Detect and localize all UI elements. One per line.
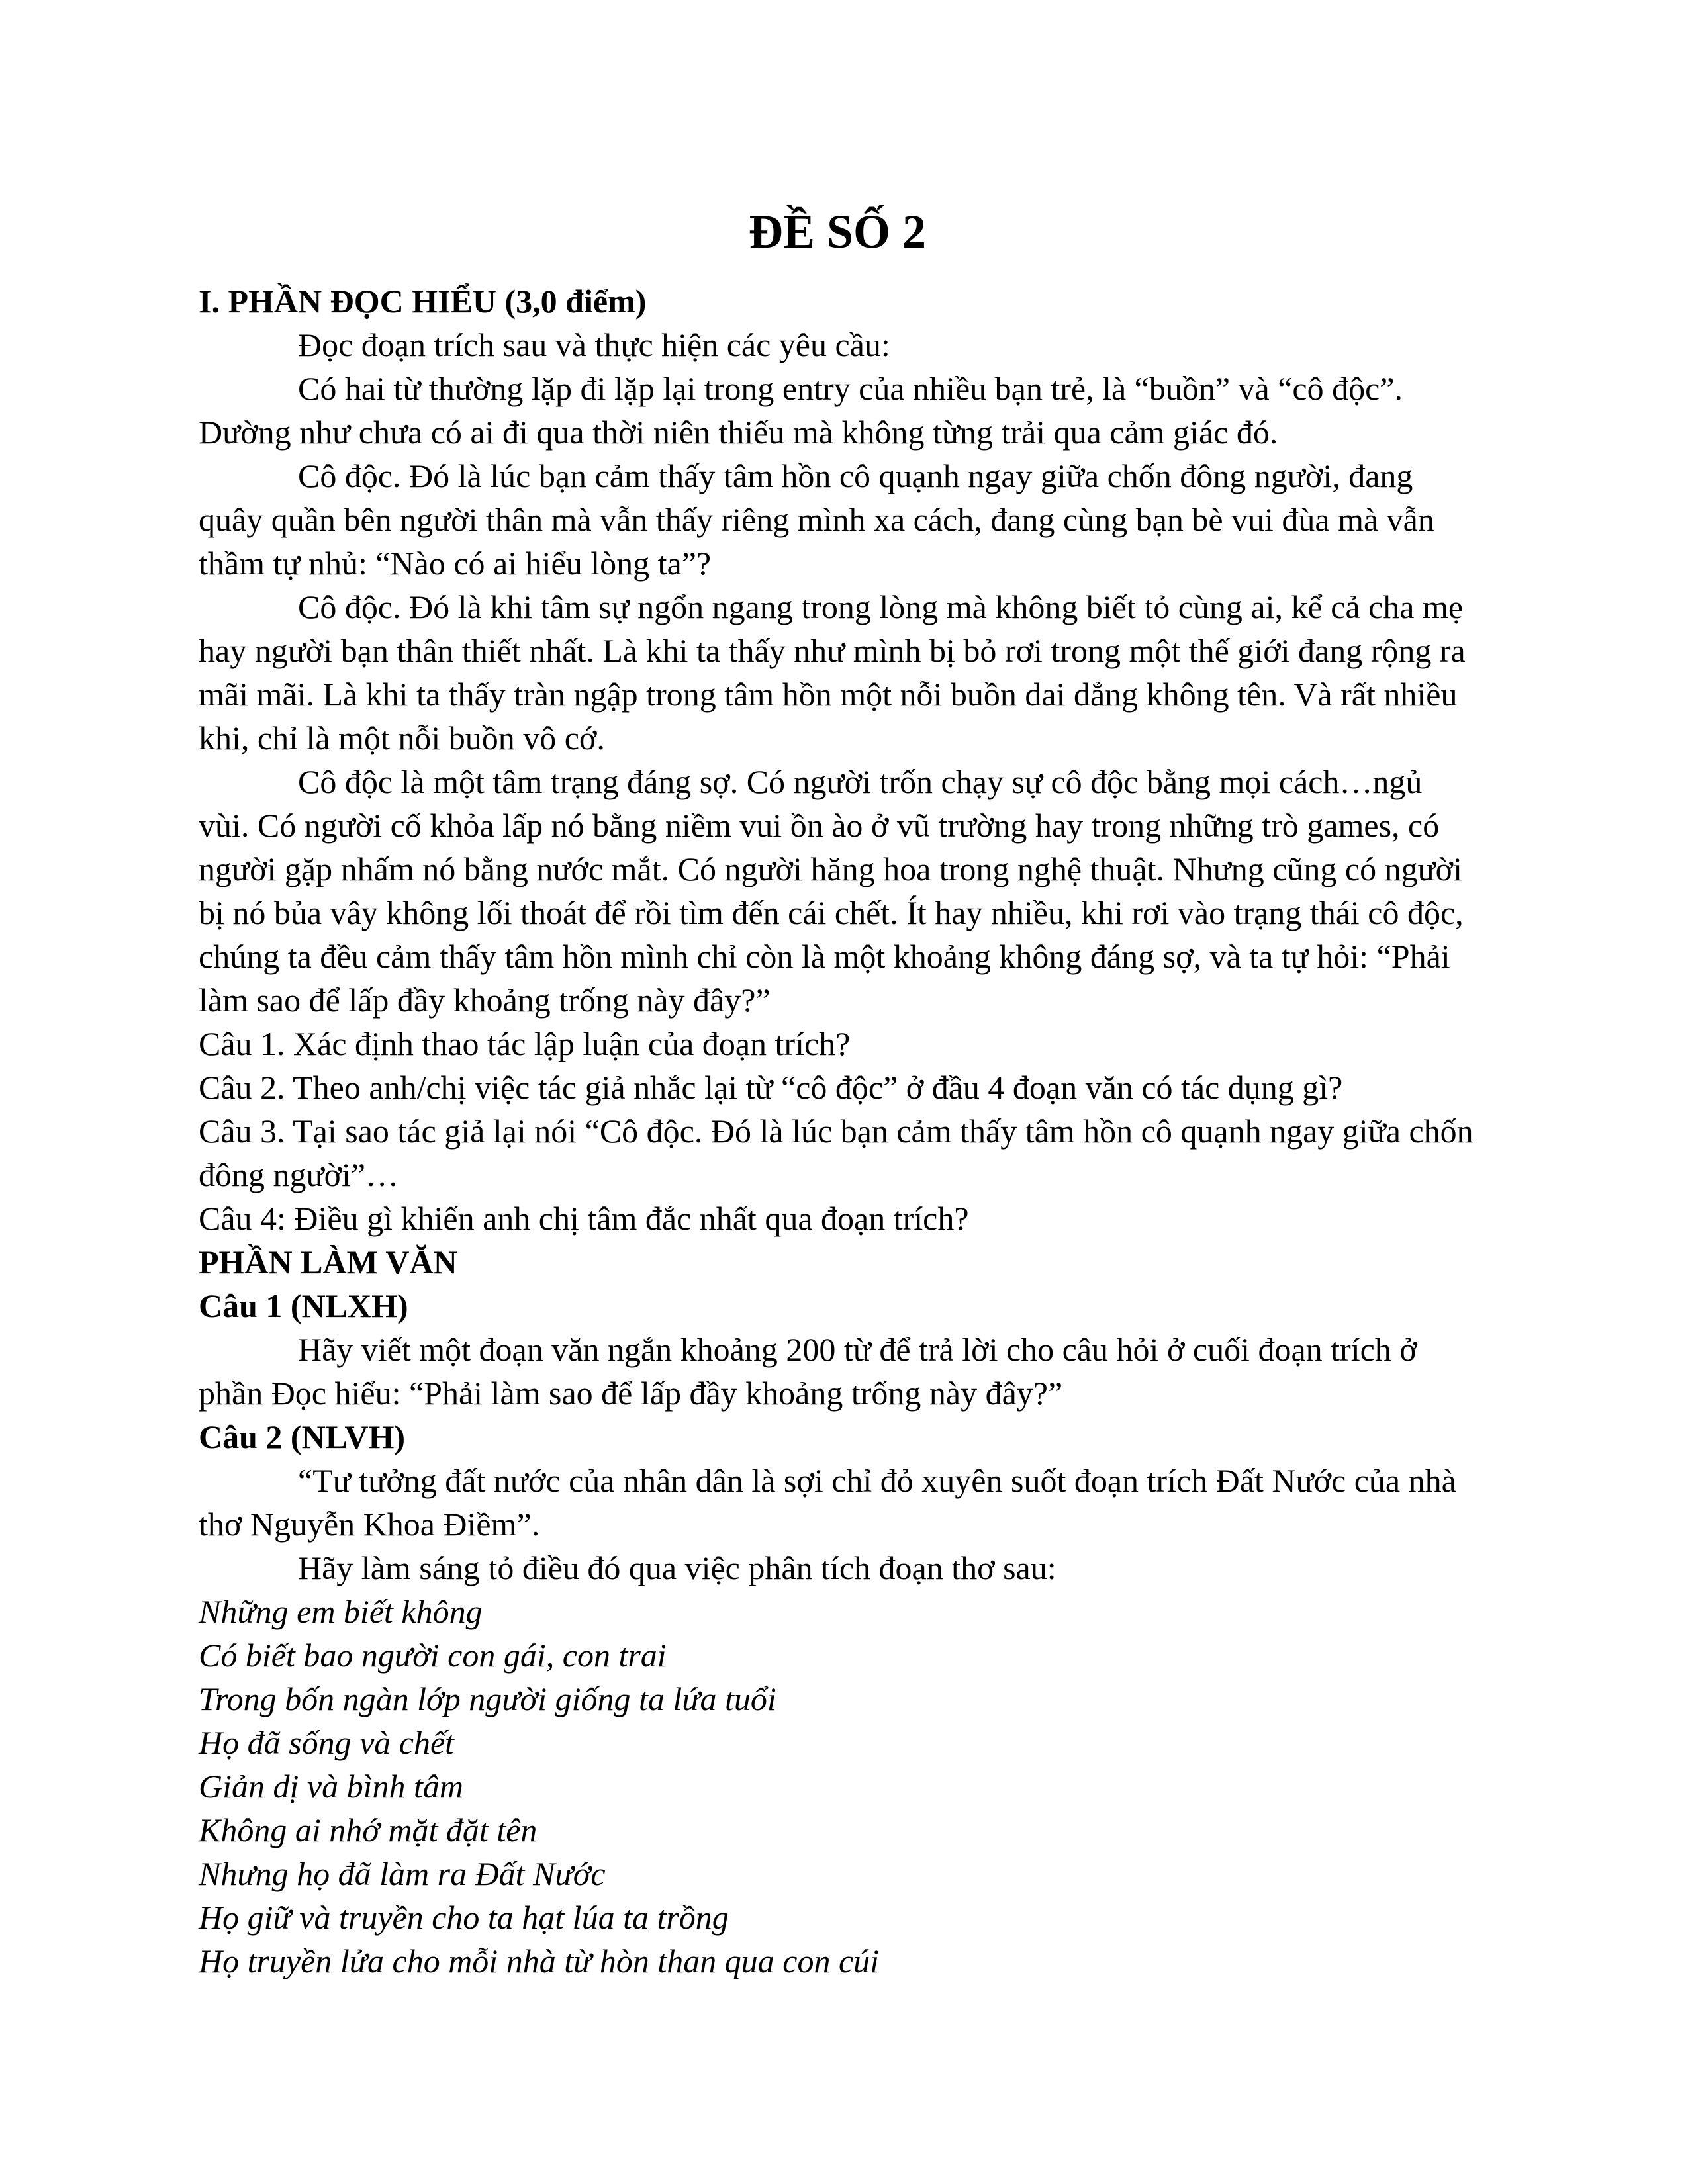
- writing-section-heading: PHẦN LÀM VĂN: [199, 1244, 457, 1281]
- poem-line: Họ truyền lửa cho mỗi nhà từ hòn than qua con cúi: [199, 1942, 880, 1979]
- poem-line: Trong bốn ngàn lớp người giống ta lứa tuổi: [199, 1680, 776, 1717]
- passage-paragraph-3: Cô độc. Đó là khi tâm sự ngổn ngang trong lòng mà không biết tỏ cùng ai, kể cả cha mẹ hay người bạn thân thiết nhất. Là khi ta thấy như mình bị bỏ rơi trong một thế giới đang rộng ra mãi mãi. Là khi ta thấy tràn ngập trong tâm hồn một nỗi buồn dai dẳng không tên. Và rất nhiều khi, chỉ là một nỗi buồn vô cớ.: [199, 588, 1466, 756]
- poem-excerpt: [199, 1590, 1476, 1983]
- poem-line: Không ai nhớ mặt đặt tên: [199, 1811, 538, 1848]
- essay-2-heading: Câu 2 (NLVH): [199, 1418, 406, 1455]
- essay-1-prompt: Hãy viết một đoạn văn ngắn khoảng 200 từ để trả lời cho câu hỏi ở cuối đoạn trích ở phần Đọc hiểu: “Phải làm sao để lấp đầy khoảng trống này đây?”: [199, 1331, 1417, 1412]
- reading-instruction: Đọc đoạn trích sau và thực hiện các yêu cầu:: [298, 326, 890, 363]
- question-4: Câu 4: Điều gì khiến anh chị tâm đắc nhất qua đoạn trích?: [199, 1200, 969, 1237]
- poem-line: Họ giữ và truyền cho ta hạt lúa ta trồng: [199, 1899, 729, 1936]
- reading-section-heading: I. PHẦN ĐỌC HIỂU (3,0 điểm): [199, 283, 647, 320]
- question-1: Câu 1. Xác định thao tác lập luận của đoạn trích?: [199, 1025, 851, 1062]
- poem-line: Nhưng họ đã làm ra Đất Nước: [199, 1855, 606, 1892]
- question-2: Câu 2. Theo anh/chị việc tác giả nhắc lại từ “cô độc” ở đầu 4 đoạn văn có tác dụng gì?: [199, 1069, 1343, 1106]
- poem-line: Họ đã sống và chết: [199, 1724, 455, 1761]
- question-3: Câu 3. Tại sao tác giả lại nói “Cô độc. Đó là lúc bạn cảm thấy tâm hồn cô quạnh ngay giữa chốn đông người”…: [199, 1113, 1474, 1193]
- exam-title: ĐỀ SỐ 2: [748, 205, 927, 258]
- passage-paragraph-2: Cô độc. Đó là lúc bạn cảm thấy tâm hồn cô quạnh ngay giữa chốn đông người, đang quây quần bên người thân mà vẫn thấy riêng mình xa cách, đang cùng bạn bè vui đùa mà vẫn thầm tự nhủ: “Nào có ai hiểu lòng ta”?: [199, 457, 1434, 582]
- poem-line: Giản dị và bình tâm: [199, 1768, 463, 1805]
- document-page: [199, 199, 1476, 1985]
- essay-2-quote: “Tư tưởng đất nước của nhân dân là sợi chỉ đỏ xuyên suốt đoạn trích Đất Nước của nhà thơ Nguyễn Khoa Điềm”.: [199, 1462, 1456, 1543]
- passage-paragraph-1: Có hai từ thường lặp đi lặp lại trong entry của nhiều bạn trẻ, là “buồn” và “cô độc”. Dường như chưa có ai đi qua thời niên thiếu mà không từng trải qua cảm giác đó.: [199, 370, 1403, 451]
- poem-line: Những em biết không: [199, 1593, 483, 1630]
- passage-paragraph-4: Cô độc là một tâm trạng đáng sợ. Có người trốn chạy sự cô độc bằng mọi cách…ngủ vùi. Có người cố khỏa lấp nó bằng niềm vui ồn ào ở vũ trường hay trong những trò games, có người gặp nhấm nó bằng nước mắt. Có người hăng hoa trong nghệ thuật. Nhưng cũng có người bị nó bủa vây không lối thoát để rồi tìm đến cái chết. Ít hay nhiều, khi rơi vào trạng thái cô độc, chúng ta đều cảm thấy tâm hồn mình chỉ còn là một khoảng không đáng sợ, và ta tự hỏi: “Phải làm sao để lấp đầy khoảng trống này đây?”: [199, 763, 1464, 1019]
- essay-1-heading: Câu 1 (NLXH): [199, 1287, 408, 1324]
- poem-line: Có biết bao người con gái, con trai: [199, 1637, 667, 1674]
- essay-2-task: Hãy làm sáng tỏ điều đó qua việc phân tích đoạn thơ sau:: [298, 1549, 1056, 1586]
